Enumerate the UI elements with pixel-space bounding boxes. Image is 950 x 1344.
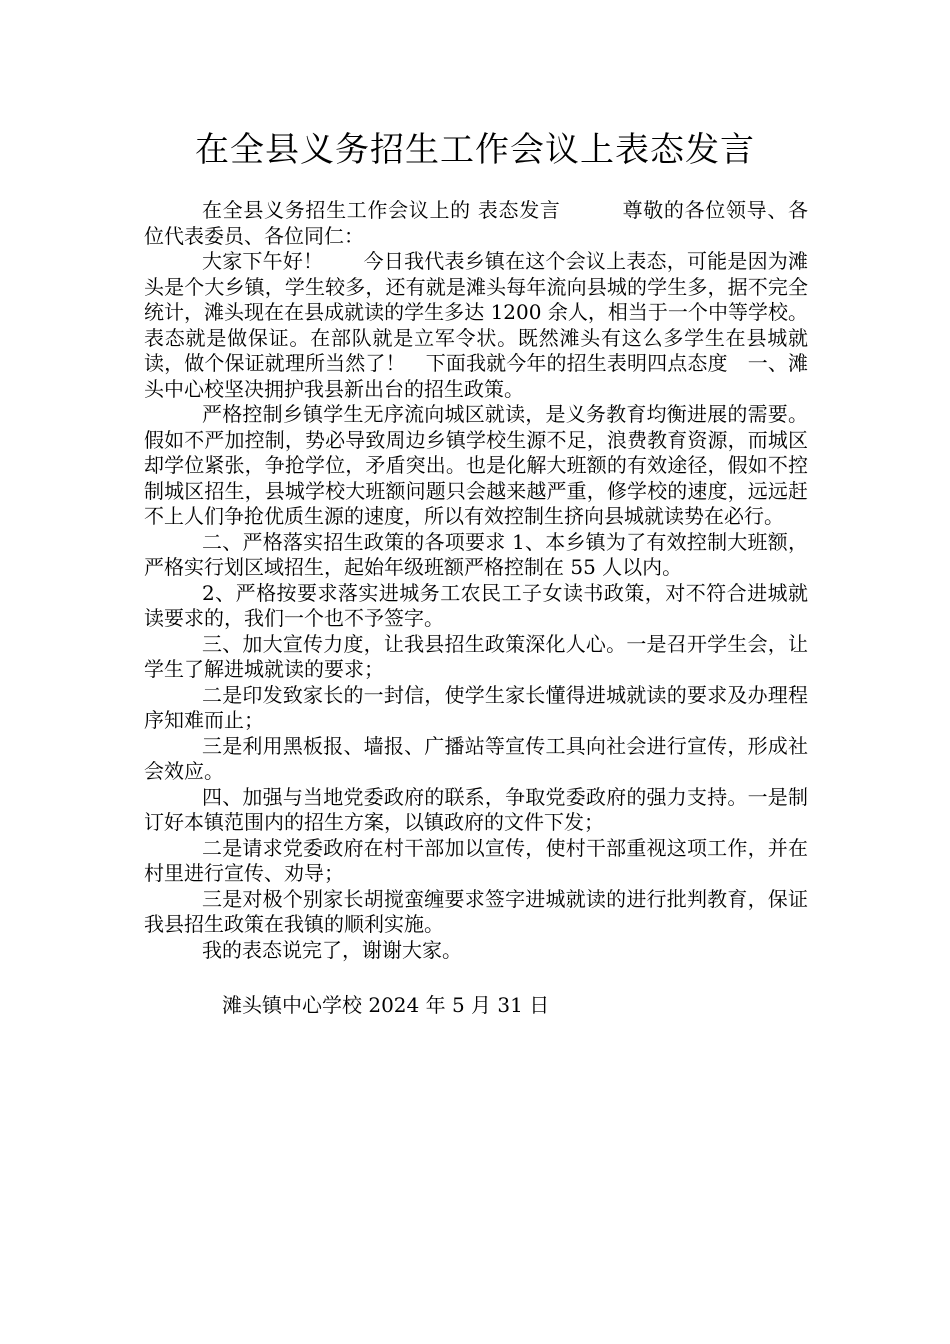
- paragraph-point-two: 二、严格落实招生政策的各项要求 1、本乡镇为了有效控制大班额，严格实行划区域招生，起始年级班额严格控制在 55 人以内。: [144, 529, 808, 579]
- paragraph-point-one-detail: 严格控制乡镇学生无序流向城区就读，是义务教育均衡进展的需要。假如不严加控制，势必导致周边乡镇学校生源不足，浪费教育资源，而城区却学位紧张，争抢学位，矛盾突出。也是化解大班额的有效途径，假如不控制城区招生，县城学校大班额问题只会越来越严重，修学校的速度，远远赶不上人们争抢优质生源的速度，所以有效控制生挤向县城就读势在必行。: [144, 402, 808, 528]
- paragraph-point-four: 四、加强与当地党委政府的联系，争取党委政府的强力支持。一是制订好本镇范围内的招生方案，以镇政府的文件下发；: [144, 784, 808, 834]
- document-body: [144, 198, 808, 963]
- paragraph-closing: 我的表态说完了，谢谢大家。: [202, 937, 462, 962]
- paragraph-point-three-item-two: 二是印发致家长的一封信，使学生家长懂得进城就读的要求及办理程序知难而止；: [144, 682, 808, 732]
- paragraph-point-four-item-two: 二是请求党委政府在村干部加以宣传，使村干部重视这项工作，并在村里进行宣传、劝导；: [144, 835, 808, 885]
- paragraph-point-three: 三、加大宣传力度，让我县招生政策深化人心。一是召开学生会，让学生了解进城就读的要求；: [144, 631, 808, 681]
- paragraph-point-two-item-two: 2、严格按要求落实进城务工农民工子女读书政策，对不符合进城就读要求的，我们一个也不予签字。: [144, 580, 808, 630]
- paragraph-point-three-item-three: 三是利用黑板报、墙报、广播站等宣传工具向社会进行宣传，形成社会效应。: [144, 733, 808, 783]
- paragraph-salutation: 在全县义务招生工作会议上的 表态发言 尊敬的各位领导、各位代表委员、各位同仁：: [144, 198, 808, 248]
- paragraph-point-four-item-three: 三是对极个别家长胡搅蛮缠要求签字进城就读的进行批判教育，保证我县招生政策在我镇的顺利实施。: [144, 886, 808, 936]
- paragraph-greeting: 大家下午好！ 今日我代表乡镇在这个会议上表态，可能是因为滩头是个大乡镇，学生较多，还有就是滩头每年流向县城的学生多，据不完全统计，滩头现在在县成就读的学生多达 1200 余人，相当于一个中等学校。表态就是做保证。在部队就是立军令状。既然滩头有这么多学生在县城就读，做个保证就理所当然了！ 下面我就今年的招生表明四点态度 一、滩头中心校坚决拥护我县新出台的招生政策。: [144, 249, 808, 401]
- signature-line: 滩头镇中心学校 2024 年 5 月 31 日: [222, 993, 550, 1017]
- document-title: 在全县义务招生工作会议上表态发言: [195, 130, 755, 170]
